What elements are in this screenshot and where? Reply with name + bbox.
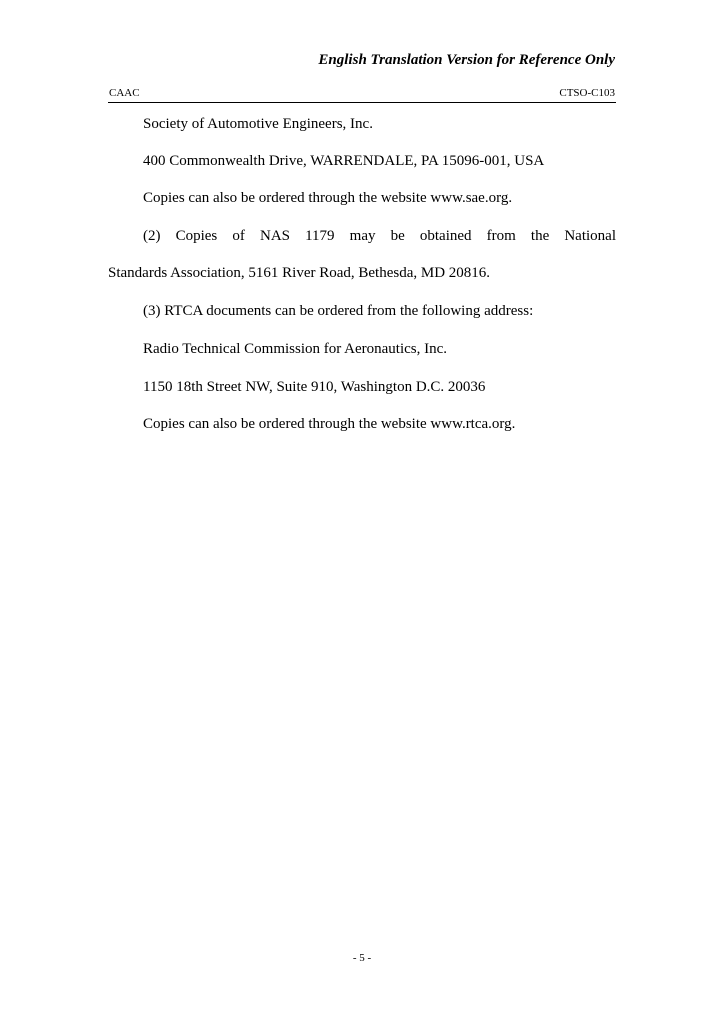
body-line-rtca-website: Copies can also be ordered through the website www.rtca.org.: [143, 416, 516, 432]
body-line-sae-website: Copies can also be ordered through the website www.sae.org.: [143, 190, 513, 206]
page-number: - 5 -: [352, 952, 372, 964]
running-header: [108, 86, 616, 103]
body-line-rtca-intro: (3) RTCA documents can be ordered from the following address:: [143, 303, 534, 319]
body-line-sae-address: 400 Commonwealth Drive, WARRENDALE, PA 15096-001, USA: [143, 153, 545, 169]
body-line-nas-copies: (2) Copies of NAS 1179 may be obtained from the National: [143, 228, 616, 244]
body-line-rtca-name: Radio Technical Commission for Aeronautics, Inc.: [143, 341, 448, 357]
translation-note: English Translation Version for Reference Only: [318, 52, 615, 68]
body-line-nas-address: Standards Association, 5161 River Road, Bethesda, MD 20816.: [108, 265, 491, 281]
body-line-sae-name: Society of Automotive Engineers, Inc.: [143, 116, 373, 132]
body-line-rtca-address: 1150 18th Street NW, Suite 910, Washington D.C. 20036: [143, 379, 486, 395]
header-organization: CAAC: [109, 87, 140, 99]
header-document-id: CTSO-C103: [559, 87, 615, 99]
